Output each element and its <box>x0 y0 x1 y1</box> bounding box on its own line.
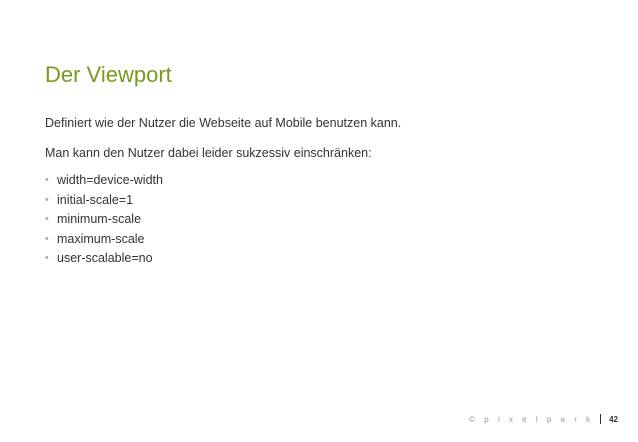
page-number: 42 <box>609 414 618 424</box>
list-item <box>45 230 163 250</box>
bullet-icon: • <box>45 174 49 186</box>
list-item-label: initial-scale=1 <box>57 192 134 207</box>
list-item-label: maximum-scale <box>57 231 145 246</box>
list-item <box>45 191 163 211</box>
list-item <box>45 249 163 269</box>
viewport-options-list <box>45 171 163 269</box>
footer-brand: © p i x e l p a r k <box>469 414 594 424</box>
intro-paragraph: Definiert wie der Nutzer die Webseite auf Mobile benutzen kann. <box>45 116 402 130</box>
bullet-icon: • <box>45 213 49 225</box>
bullet-icon: • <box>45 232 49 245</box>
list-item-label: width=device-width <box>57 173 163 187</box>
slide-footer <box>469 414 618 424</box>
bullet-icon: • <box>45 252 49 264</box>
footer-divider <box>600 414 602 424</box>
slide-title: Der Viewport <box>45 62 172 87</box>
restriction-paragraph: Man kann den Nutzer dabei leider sukzessiv einschränken: <box>45 146 372 160</box>
list-item <box>45 210 163 230</box>
list-item <box>45 171 163 191</box>
list-item-label: user-scalable=no <box>57 251 153 265</box>
bullet-icon: • <box>45 193 49 206</box>
list-item-label: minimum-scale <box>57 212 142 226</box>
